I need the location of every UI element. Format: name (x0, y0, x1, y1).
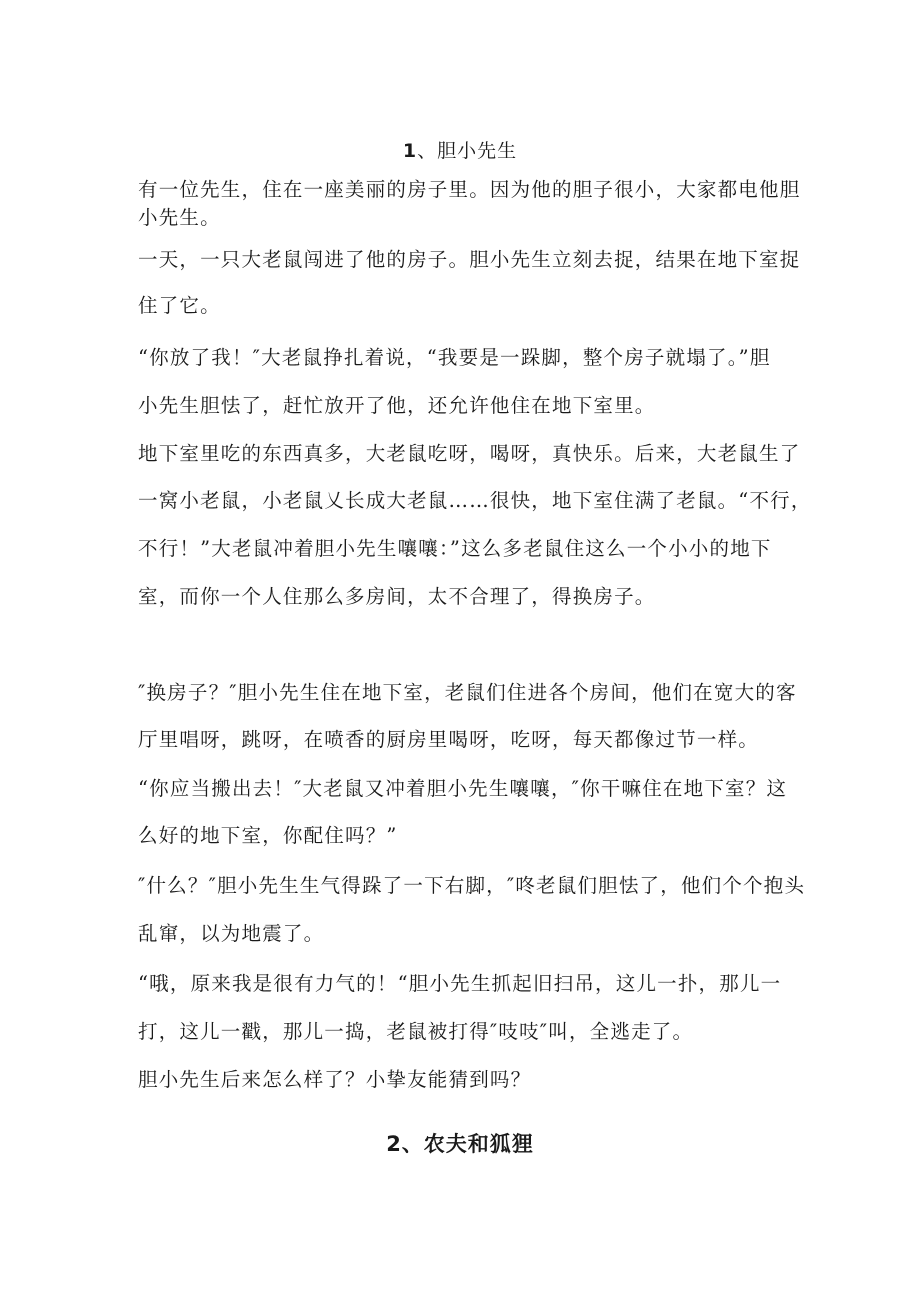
story1-title-text: 、胆小先生 (417, 140, 518, 162)
paragraph-line: 小先生胆怯了，赶忙放开了他，还允许他住在地下室里。 (138, 394, 656, 417)
paragraph-line: ″换房子？″胆小先生住在地下室，老鼠们住进各个房间，他们在宽大的客 (138, 681, 797, 704)
paragraph-line: “你放了我！″大老鼠挣扎着说，“我要是一跺脚，整个房子就塌了。”胆 (138, 346, 771, 369)
paragraph-line: 不行！”大老鼠冲着胆小先生嚷嚷：”这么多老鼠住这么一个小小的地下 (138, 537, 772, 560)
paragraph-line: 室，而你一个人住那么多房间，太不合理了，得换房子。 (138, 585, 656, 608)
paragraph-line: ″什么？″胆小先生生气得跺了一下右脚，″咚老鼠们胆怯了，他们个个抱头 (138, 874, 806, 897)
paragraph-line: 有一位先生，住在一座美丽的房子里。因为他的胆子很小，大家都电他胆 (138, 178, 801, 201)
story2-title: 2、农夫和狐狸 (386, 1132, 534, 1156)
paragraph-line: 住了它。 (138, 294, 221, 317)
paragraph-line: “哦，原来我是很有力气的！“胆小先生抓起旧扫吊，这儿一扑，那儿一 (138, 972, 782, 995)
paragraph-line: 地下室里吃的东西真多，大老鼠吃呀，喝呀，真快乐。后来，大老鼠生了 (138, 442, 801, 465)
paragraph-line: 厅里唱呀，跳呀，在喷香的厨房里喝呀，吃呀，每天都像过节一样。 (138, 728, 760, 751)
story1-title-number: 1 (402, 140, 418, 162)
paragraph-line: 胆小先生后来怎么样了？小挚友能猜到吗？ (138, 1068, 532, 1091)
paragraph-line: 一窝小老鼠，小老鼠乂长成大老鼠……很快，地下室住满了老鼠。“不行， (138, 489, 812, 512)
paragraph-line: “你应当搬出去！″大老鼠又冲着胆小先生嚷嚷，″你干嘛住在地下室？这 (138, 777, 788, 800)
story1-title (0, 136, 920, 163)
paragraph-line: 一天，一只大老鼠闯进了他的房子。胆小先生立刻去捉，结果在地下室捉 (138, 248, 801, 271)
paragraph-line: 小先生。 (138, 206, 221, 229)
paragraph-line: 么好的地下室，你配住吗？” (138, 824, 398, 847)
paragraph-line: 打，这儿一戳，那儿一捣，老鼠被打得″吱吱″叫，全逃走了。 (138, 1020, 694, 1043)
paragraph-line: 乱窜，以为地震了。 (138, 922, 325, 945)
